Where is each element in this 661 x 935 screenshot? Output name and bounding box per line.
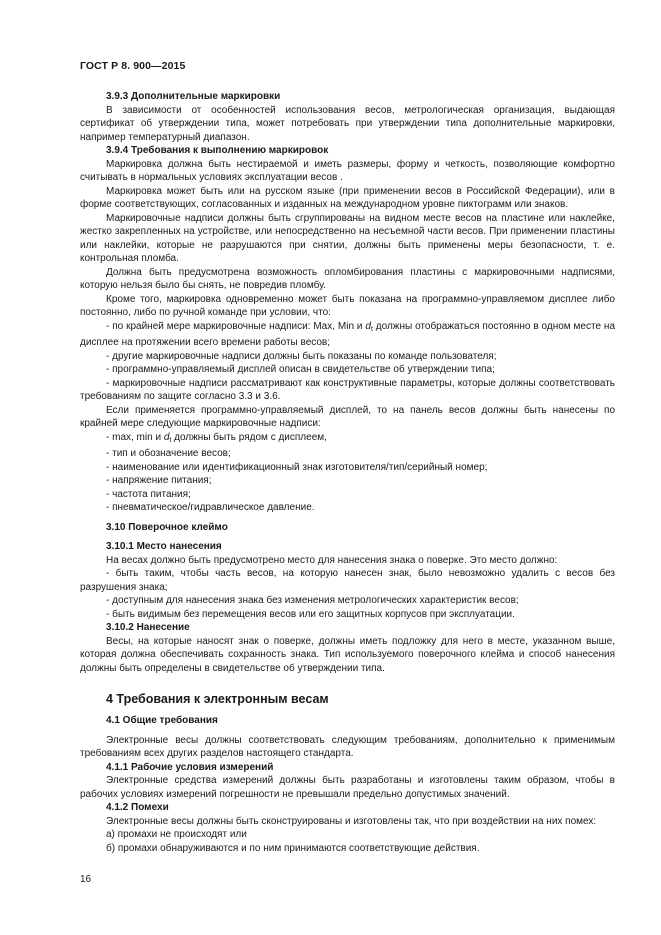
list-item: - пневматическое/гидравлическое давление. bbox=[106, 502, 315, 513]
paragraph: Маркировочные надписи должны быть сгруппированы на видном месте весов на пластине или наклейке, жестко закрепленных на устройстве, или непосредственно на несъемной части весов. При применении пластины или наклейки, которые не разрушаются при снятии, должны быть применены меры безопасности, т. е. контрольная пломба. bbox=[80, 212, 615, 264]
section-4-1-title: 4.1 Общие требования bbox=[106, 715, 218, 726]
page-body bbox=[80, 90, 615, 855]
paragraph: На весах должно быть предусмотрено место для нанесения знака о поверке. Это место должно: bbox=[106, 554, 558, 566]
paragraph: В зависимости от особенностей использования весов, метрологическая организация, выдающая сертификат об утверждении типа, может потребовать при утверждении типа дополнительные маркировки, например температурный диапазон. bbox=[80, 104, 615, 143]
section-4-title: 4 Требования к электронным весам bbox=[106, 692, 329, 706]
section-4-1-2-title: 4.1.2 Помехи bbox=[106, 802, 169, 813]
paragraph: Маркировка должна быть нестираемой и иметь размеры, форму и четкость, позволяющие комфортно считывать в нормальных условиях эксплуатации весов . bbox=[80, 158, 615, 183]
section-3-9-4-title: 3.9.4 Требования к выполнению маркировок bbox=[106, 145, 329, 156]
list-item: - быть видимым без перемещения весов или его защитных корпусов при эксплуатации. bbox=[106, 608, 515, 620]
paragraph: Если применяется программно-управляемый дисплей, то на панель весов должны быть нанесены по крайней мере следующие маркировочные надписи: bbox=[80, 404, 615, 429]
paragraph: Должна быть предусмотрена возможность опломбирования пластины с маркировочными надписями, которую нельзя было бы снять, не повредив пломбу. bbox=[80, 266, 615, 291]
paragraph: Кроме того, маркировка одновременно может быть показана на программно-управляемом дисплее либо постоянно, либо по ручной команде при условии, что: bbox=[80, 293, 615, 318]
list-item: - частота питания; bbox=[106, 488, 191, 500]
list-item: а) промахи не происходят или bbox=[106, 829, 247, 840]
section-3-10-2-title: 3.10.2 Нанесение bbox=[106, 622, 190, 633]
list-item: - наименование или идентификационный знак изготовителя/тип/серийный номер; bbox=[106, 461, 488, 473]
list-item: - другие маркировочные надписи должны быть показаны по команде пользователя; bbox=[106, 350, 497, 362]
page-number: 16 bbox=[80, 874, 92, 885]
list-item: - доступным для нанесения знака без изменения метрологических характеристик весов; bbox=[106, 595, 519, 606]
paragraph: Весы, на которые наносят знак о поверке, должны иметь подложку для него в месте, указанном выше, которая должна обеспечивать сохранность знака. Тип используемого поверочного клейма и способ нанесения должны быть определены в свидетельстве об утверждении типа. bbox=[80, 635, 615, 674]
list-item: - быть таким, чтобы часть весов, на которую нанесен знак, было невозможно удалить с весов без разрушения знака; bbox=[80, 568, 615, 593]
paragraph: Электронные средства измерений должны быть разработаны и изготовлены таким образом, чтобы в рабочих условиях измерений погрешности не превышали предельно допустимых значений. bbox=[80, 775, 615, 800]
list-item: - по крайней мере маркировочные надписи: Max, Min и $d_t$ должны отображаться постоянно в одном месте на дисплее на протяжении всего времени работы весов; bbox=[80, 320, 615, 348]
section-4-1-1-title: 4.1.1 Рабочие условия измерений bbox=[106, 761, 274, 773]
section-3-10-1-title: 3.10.1 Место нанесения bbox=[106, 541, 222, 552]
list-item: - напряжение питания; bbox=[106, 475, 212, 486]
paragraph: Электронные весы должны быть сконструированы и изготовлены так, что при воздействии на них помех: bbox=[106, 815, 597, 827]
list-item: - маркировочные надписи рассматривают как конструктивные параметры, которые должны соответствовать требованиям по защите согласно 3.3 и 3.6. bbox=[80, 377, 615, 402]
list-item: б) промахи обнаруживаются и по ним принимаются соответствующие действия. bbox=[106, 842, 480, 854]
section-3-9-3-title: 3.9.3 Дополнительные маркировки bbox=[106, 91, 281, 102]
section-3-10-title: 3.10 Поверочное клеймо bbox=[106, 521, 228, 533]
list-item: - max, min и $d_t$ должны быть рядом с дисплеем, bbox=[106, 431, 327, 444]
document-header: ГОСТ Р 8. 900—2015 bbox=[80, 60, 186, 72]
list-item: - программно-управляемый дисплей описан в свидетельстве об утверждении типа; bbox=[106, 364, 495, 375]
paragraph: Маркировка может быть или на русском языке (при применении весов в Российской Федерации), или в форме соответствующих, согласованных и изданных на международном уровне пиктограмм или знаков. bbox=[80, 185, 615, 210]
list-item: - тип и обозначение весов; bbox=[106, 448, 231, 459]
paragraph: Электронные весы должны соответствовать следующим требованиям, дополнительно к применимым требованиям всех других разделов настоящего стандарта. bbox=[80, 734, 615, 759]
